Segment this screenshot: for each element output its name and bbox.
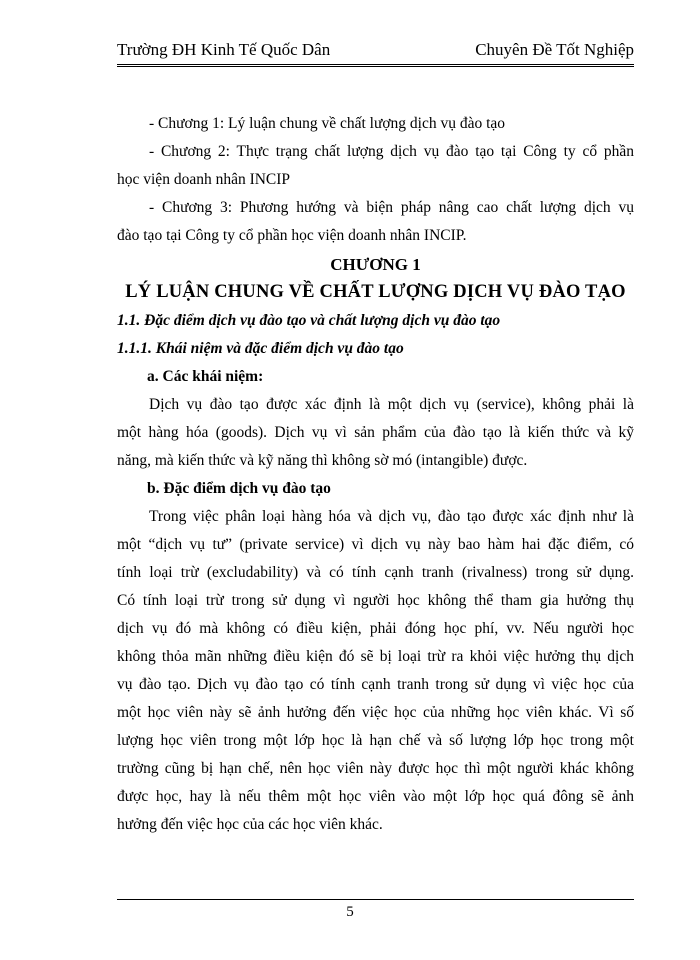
intro-item-chapter-3: - Chương 3: Phương hướng và biện pháp nâng cao chất lượng dịch vụ <box>149 199 634 216</box>
paragraph-line: được học, hay là nếu thêm một học viên vào một lớp học quá đông sẽ ảnh <box>117 788 634 805</box>
paragraph-line: Trong việc phân loại hàng hóa và dịch vụ, đào tạo được xác định như là <box>149 508 634 525</box>
page-header <box>117 38 634 67</box>
paragraph-line: lượng học viên trong một lớp học là hạn chế và số lượng lớp học trong một <box>117 732 634 749</box>
header-doc-type: Chuyên Đề Tốt Nghiệp <box>475 40 634 59</box>
paragraph-line: một hàng hóa (goods). Dịch vụ vì sản phẩm của đào tạo là kiến thức và kỹ <box>117 424 634 441</box>
paragraph-line: trường cũng bị hạn chế, nên học viên này được học thì một người khác không <box>117 760 634 777</box>
intro-item-chapter-2: - Chương 2: Thực trạng chất lượng dịch vụ đào tạo tại Công ty cổ phần <box>149 143 634 160</box>
paragraph-line: Dịch vụ đào tạo được xác định là một dịch vụ (service), không phải là <box>149 396 634 413</box>
intro-item-chapter-3-cont: đào tạo tại Công ty cổ phần học viện doanh nhân INCIP. <box>117 227 467 244</box>
chapter-title: LÝ LUẬN CHUNG VỀ CHẤT LƯỢNG DỊCH VỤ ĐÀO TẠO <box>125 282 626 302</box>
paragraph-line: năng, mà kiến thức và kỹ năng thì không sờ mó (intangible) được. <box>117 452 528 469</box>
intro-item-chapter-1: - Chương 1: Lý luận chung về chất lượng dịch vụ đào tạo <box>149 115 506 132</box>
subheading-b: b. Đặc điểm dịch vụ đào tạo <box>147 480 331 497</box>
section-heading-1-1-1: 1.1.1. Khái niệm và đặc điểm dịch vụ đào tạo <box>117 340 404 357</box>
paragraph-line: hưởng đến việc học của các học viên khác. <box>117 816 383 833</box>
chapter-number: CHƯƠNG 1 <box>330 255 421 274</box>
paragraph-line: không thỏa mãn những điều kiện đó sẽ bị loại trừ ra khỏi việc hưởng thụ dịch <box>117 648 634 665</box>
intro-item-chapter-2-cont: học viện doanh nhân INCIP <box>117 171 291 188</box>
section-heading-1-1: 1.1. Đặc điểm dịch vụ đào tạo và chất lượng dịch vụ đào tạo <box>117 312 501 329</box>
paragraph-line: tính loại trừ (excludability) và có tính cạnh tranh (rivalness) trong sử dụng. <box>117 564 634 581</box>
header-school-name: Trường ĐH Kinh Tế Quốc Dân <box>117 40 331 59</box>
paragraph-line: dịch vụ đó mà không có điều kiện, phải đóng học phí, vv. Nếu người học <box>117 620 634 637</box>
paragraph-line: một học viên này sẽ ảnh hưởng đến việc học của những học viên khác. Vì số <box>117 704 634 721</box>
paragraph-line: vụ đào tạo. Dịch vụ đào tạo có tính cạnh tranh trong sử dụng vì việc học của <box>117 676 634 693</box>
paragraph-line: Có tính loại trừ trong sử dụng vì người học không thể tham gia hưởng thụ <box>117 592 634 609</box>
subheading-a: a. Các khái niệm: <box>147 368 264 385</box>
paragraph-line: một “dịch vụ tư” (private service) vì dịch vụ này bao hàm hai đặc điểm, có <box>117 536 634 553</box>
page-number: 5 <box>346 904 354 920</box>
footer-divider <box>117 899 634 900</box>
